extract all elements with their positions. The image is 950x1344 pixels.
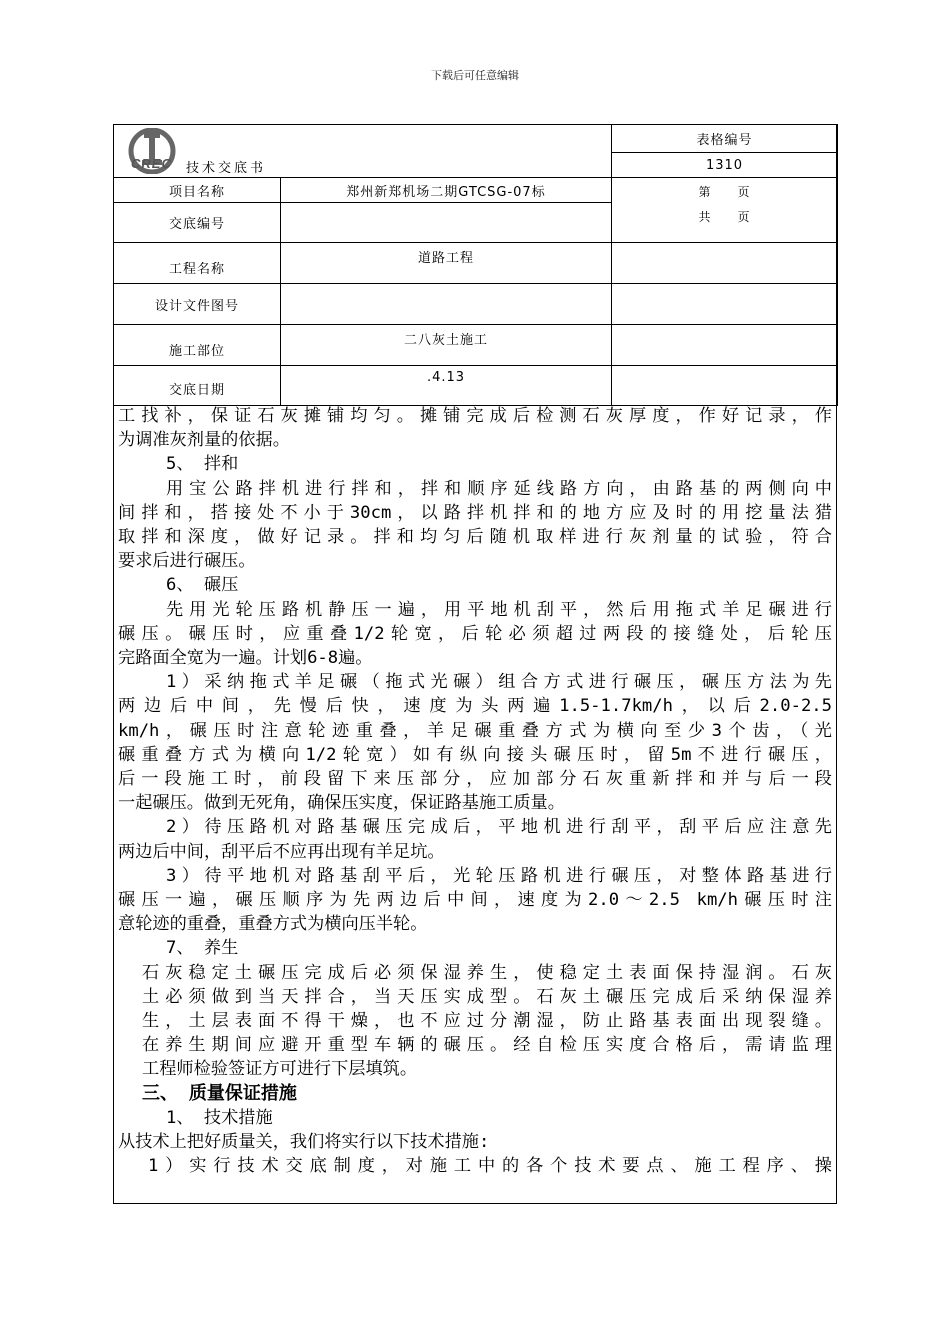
section-heading: 三、 质量保证措施 — [142, 1082, 297, 1104]
body-line: 为调准灰剂量的依据。 — [118, 430, 290, 451]
logo-title-cell — [114, 125, 612, 178]
page-count-cell — [612, 178, 838, 243]
body-line: 3）待平地机对路基刮平后，光轮压路机进行碾压，对整体路基进行 — [166, 865, 832, 886]
body-line: 要求后进行碾压。 — [118, 551, 256, 572]
body-line: 取拌和深度，做好记录。拌和均匀后随机取样进行灰剂量的试验，符合 — [118, 527, 832, 548]
section-heading: 7、 养生 — [166, 938, 239, 959]
download-note: 下载后可任意编辑 — [431, 69, 519, 82]
row-label: 项目名称 — [114, 178, 281, 203]
row-value: .4.13 — [281, 366, 612, 406]
section-heading: 6、 碾压 — [166, 575, 239, 596]
doc-title: 技术交底书 — [186, 161, 267, 176]
form-number-value: 1310 — [612, 153, 838, 178]
body-line: 两边后中间，先慢后快，速度为头两遍1.5-1.7km/h，以后2.0-2.5 — [118, 696, 832, 717]
body-line: 土必须做到当天拌合，当天压实成型。石灰土碾压完成后采纳保湿养 — [142, 986, 832, 1007]
empty-cell — [612, 366, 838, 406]
row-label: 交底编号 — [114, 203, 281, 243]
row-value: 郑州新郑机场二期GTCSG-07标 — [281, 178, 612, 203]
body-line: 碾压。碾压时，应重叠1/2轮宽，后轮必须超过两段的接缝处，后轮压 — [118, 623, 832, 644]
total-label: 共 页 — [698, 210, 751, 224]
row-label: 设计文件图号 — [114, 284, 281, 325]
form-number-label: 表格编号 — [612, 125, 838, 153]
body-line: 工程师检验签证方可进行下层填筑。 — [142, 1059, 418, 1080]
body-line: 1）实行技术交底制度，对施工中的各个技术要点、施工程序、操 — [148, 1156, 832, 1177]
body-text — [118, 404, 832, 1179]
body-line: 意轮迹的重叠，重叠方式为横向压半轮。 — [118, 914, 428, 935]
page-label: 第 页 — [698, 185, 751, 199]
header-table — [113, 124, 838, 406]
row-label: 工程名称 — [114, 243, 281, 284]
row-value: 二八灰土施工 — [281, 325, 612, 366]
body-line: 完路面全宽为一遍。计划6-8遍。 — [118, 648, 373, 669]
row-value: 道路工程 — [281, 243, 612, 284]
body-line: 从技术上把好质量关，我们将实行以下技术措施: — [118, 1132, 490, 1153]
body-line: 工找补，保证石灰摊铺均匀。摊铺完成后检测石灰厚度，作好记录，作 — [118, 406, 832, 426]
section-heading: 1、 技术措施 — [166, 1107, 273, 1128]
crec-logo-icon — [122, 128, 182, 174]
row-value — [281, 203, 612, 243]
body-line: 碾压一遍，碾压顺序为先两边后中间，速度为2.0～2.5 km/h碾压时注 — [118, 890, 832, 911]
empty-cell — [612, 325, 838, 366]
body-line: 生，土层表面不得干燥，也不应过分潮湿，防止路基表面出现裂缝。 — [142, 1011, 832, 1032]
logo-text: CREC — [131, 156, 172, 171]
body-line: 用宝公路拌机进行拌和，拌和顺序延线路方向，由路基的两侧向中 — [166, 478, 832, 499]
row-label: 施工部位 — [114, 325, 281, 366]
body-line: 碾重叠方式为横向1/2轮宽）如有纵向接头碾压时，留5m不进行碾压， — [118, 744, 832, 765]
row-value — [281, 284, 612, 325]
body-line: km/h，碾压时注意轮迹重叠，羊足碾重叠方式为横向至少3个齿，（光 — [118, 720, 832, 741]
empty-cell — [612, 243, 838, 284]
body-line: 两边后中间，刮平后不应再出现有羊足坑。 — [118, 841, 445, 862]
body-line: 在养生期间应避开重型车辆的碾压。经自检压实度合格后，需请监理 — [142, 1035, 832, 1056]
body-line: 石灰稳定土碾压完成后必须保湿养生，使稳定土表面保持湿润。石灰 — [142, 962, 832, 983]
row-label: 交底日期 — [114, 366, 281, 406]
body-line: 2）待压路机对路基碾压完成后，平地机进行刮平，刮平后应注意先 — [166, 817, 832, 838]
empty-cell — [612, 284, 838, 325]
section-heading: 5、 拌和 — [166, 454, 239, 475]
body-line: 后一段施工时，前段留下来压部分，应加部分石灰重新拌和并与后一段 — [118, 769, 832, 790]
body-line: 先用光轮压路机静压一遍，用平地机刮平，然后用拖式羊足碾进行 — [166, 599, 832, 620]
body-line: 1）采纳拖式羊足碾（拖式光碾）组合方式进行碾压，碾压方法为先 — [166, 672, 832, 693]
body-line: 间拌和，搭接处不小于30cm，以路拌机拌和的地方应及时的用挖量法猎 — [118, 502, 832, 523]
body-line: 一起碾压。做到无死角，确保压实度，保证路基施工质量。 — [118, 793, 565, 814]
